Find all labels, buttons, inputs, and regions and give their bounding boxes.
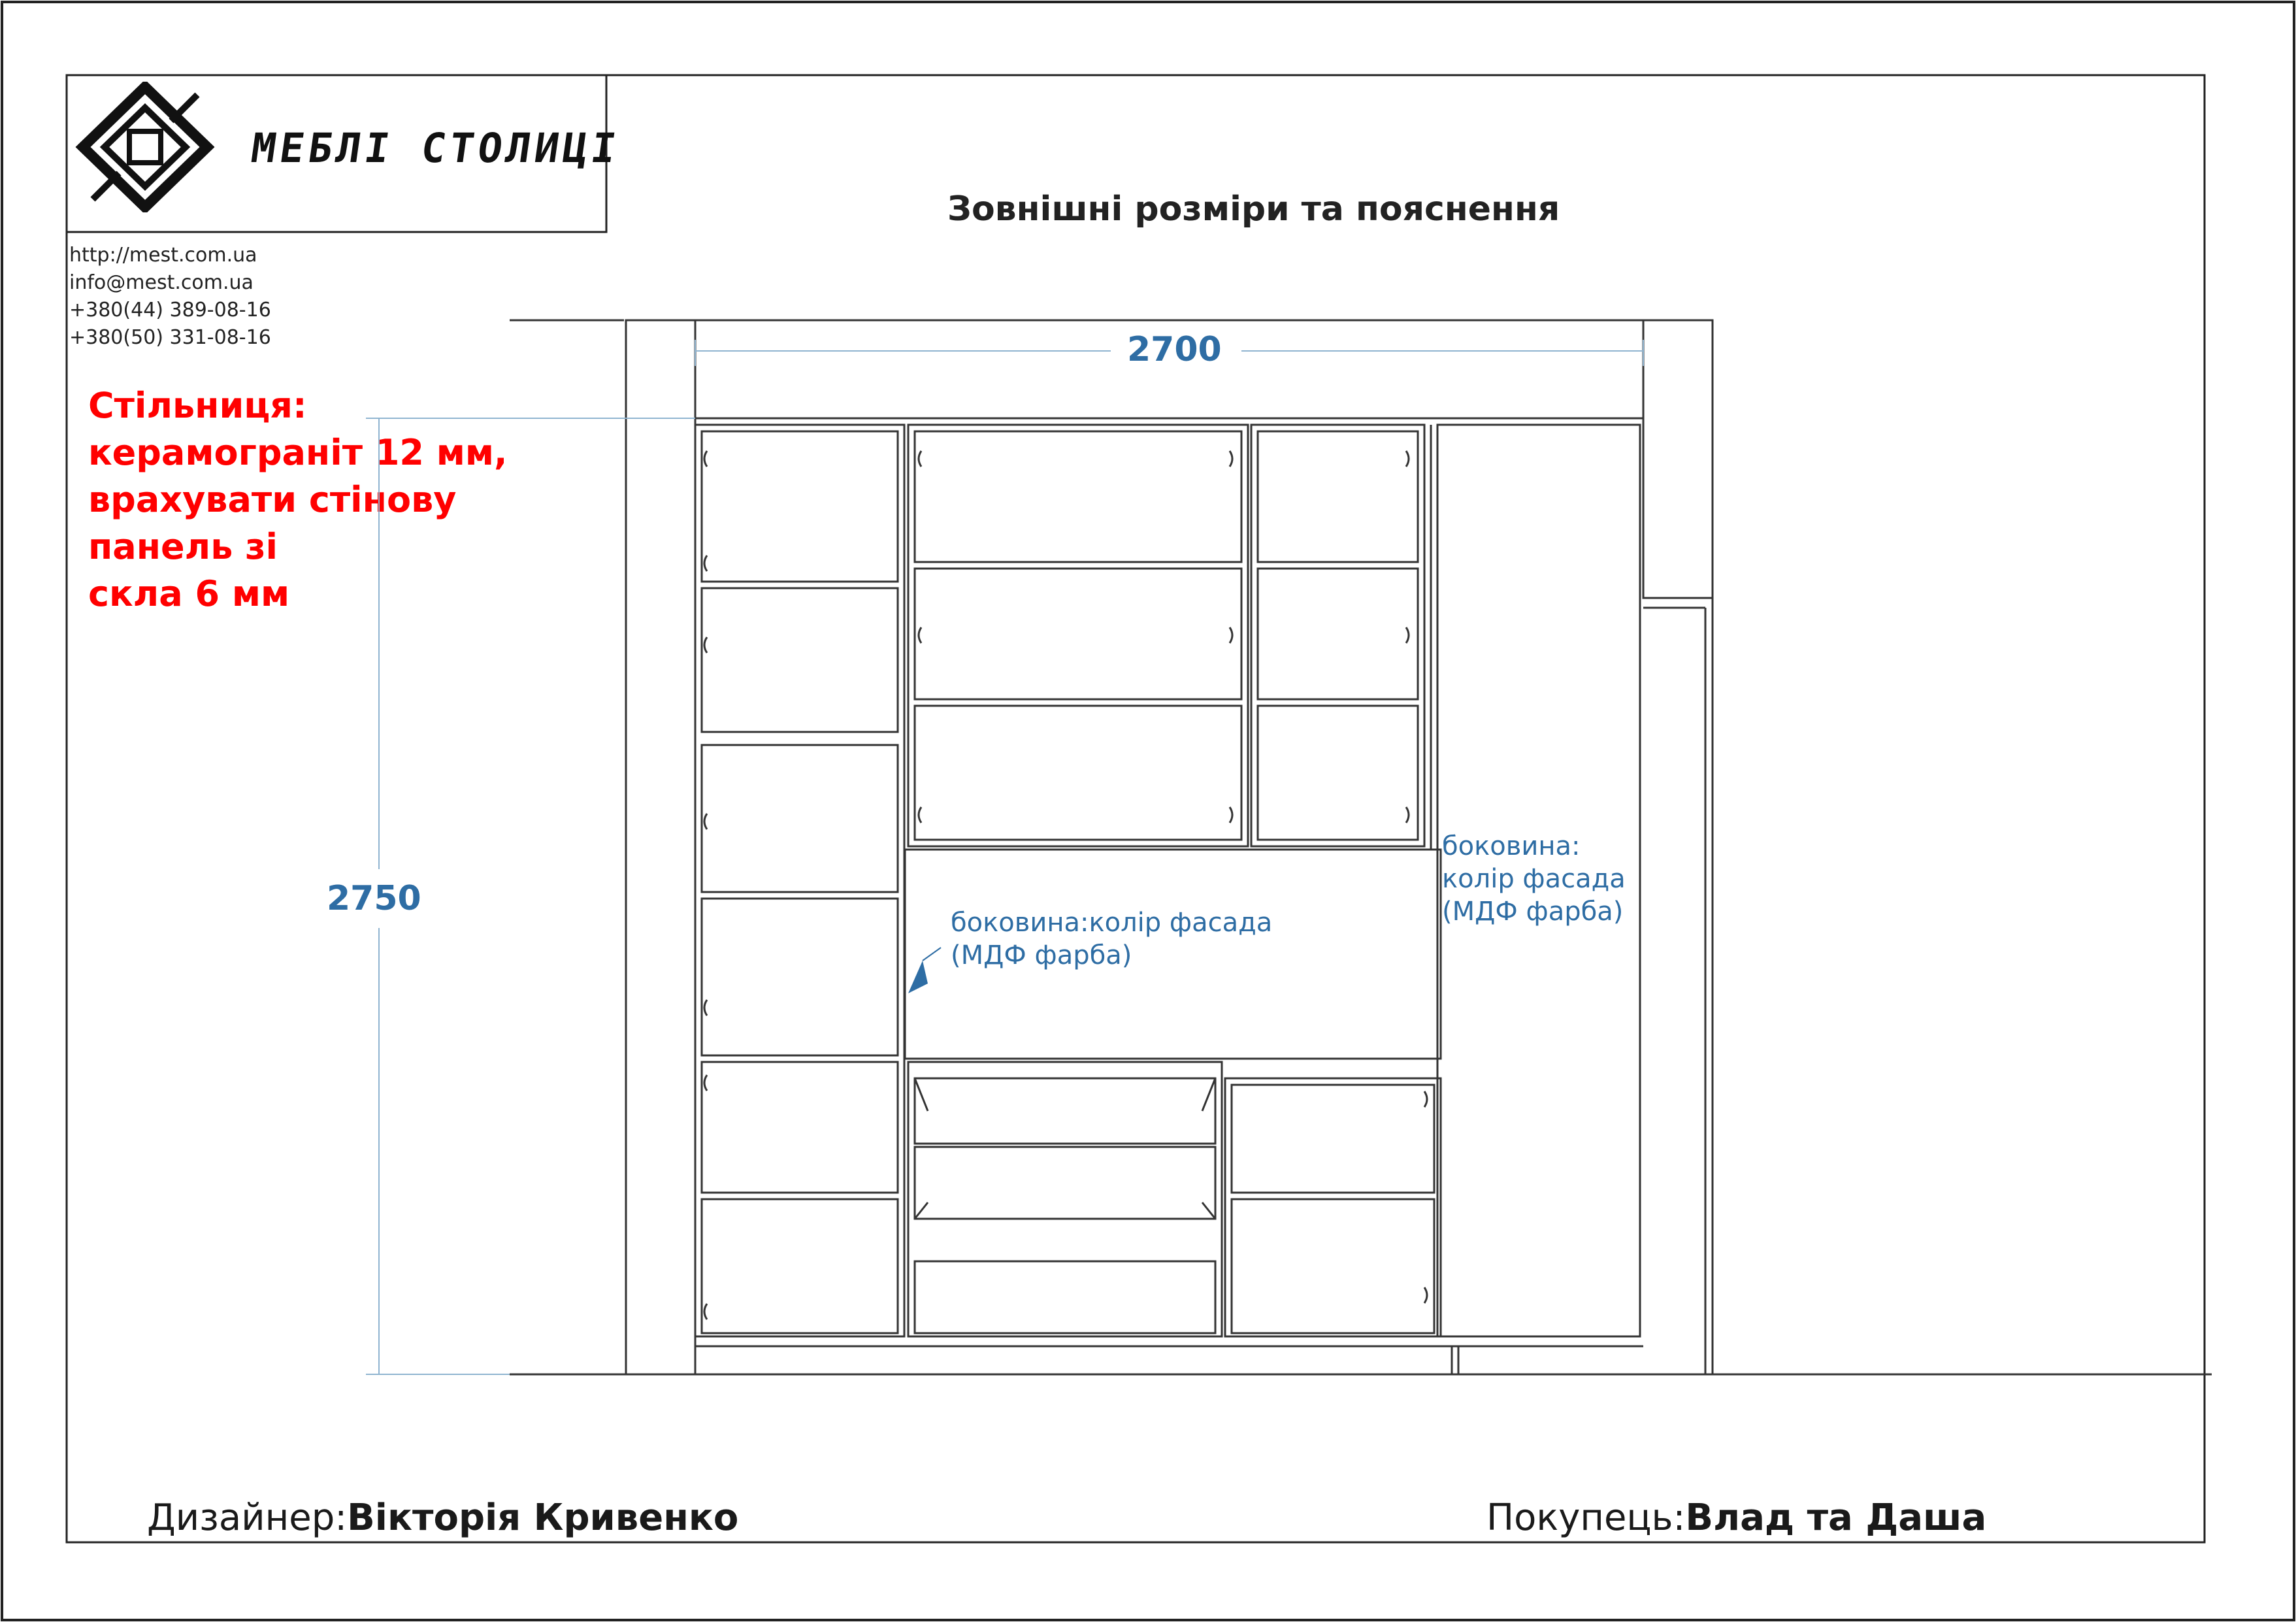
callout-right <box>1442 830 1626 928</box>
phone-2: +380(50) 331-08-16 <box>69 326 271 349</box>
designer-label: Дизайнер: <box>147 1497 348 1539</box>
phone-1: +380(44) 389-08-16 <box>69 299 271 322</box>
brand-name: МЕБЛІ СТОЛИЦІ <box>248 124 623 172</box>
callout-line: боковина:колір фасада <box>951 908 1273 938</box>
countertop-note-line: скла 6 мм <box>88 573 290 614</box>
designer-credit <box>147 1497 738 1539</box>
client-credit <box>1486 1497 1986 1539</box>
email-link[interactable]: info@mest.com.ua <box>69 271 254 294</box>
client-name: Влад та Даша <box>1685 1497 1987 1539</box>
countertop-note-line: Стільниця: <box>88 385 307 426</box>
dimension-height: 2750 <box>327 879 421 918</box>
countertop-note-line: врахувати стінову <box>88 479 457 520</box>
callout-line: (МДФ фарба) <box>1442 897 1624 927</box>
callout-line: (МДФ фарба) <box>951 940 1132 970</box>
designer-name: Вікторія Кривенко <box>347 1497 739 1539</box>
dimension-width: 2700 <box>1127 330 1222 369</box>
client-label: Покупець: <box>1486 1497 1686 1539</box>
countertop-note-line: панель зі <box>88 526 278 567</box>
page-title: Зовнішні розміри та пояснення <box>947 190 1560 229</box>
callout-line: колір фасада <box>1442 864 1626 894</box>
countertop-note-line: керамограніт 12 мм, <box>88 432 508 473</box>
callout-center <box>951 906 1272 972</box>
callout-line: боковина: <box>1442 831 1581 861</box>
website-link[interactable]: http://mest.com.ua <box>69 244 257 267</box>
